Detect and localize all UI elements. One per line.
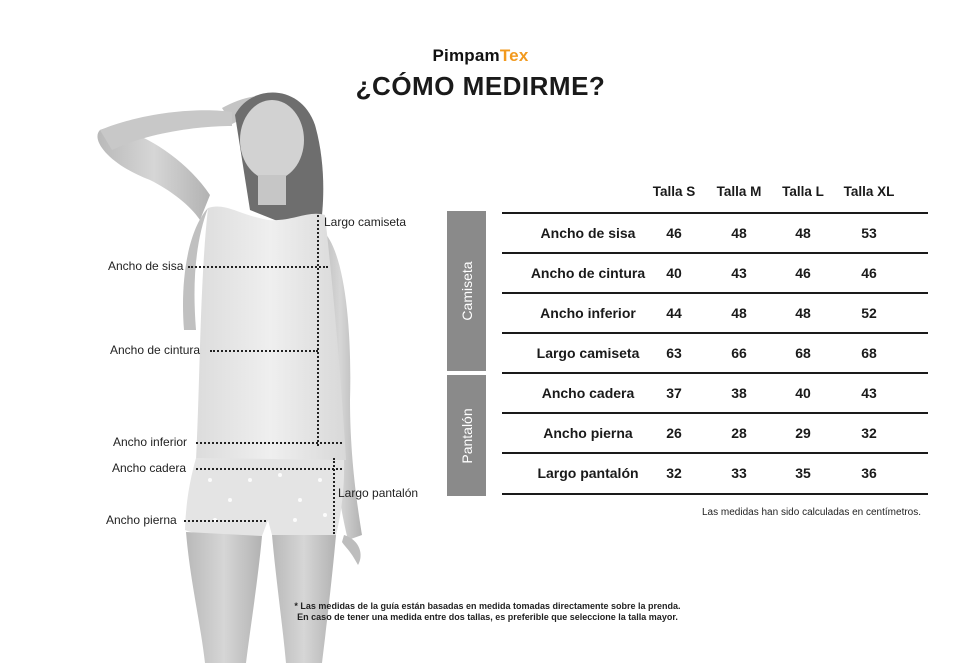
- brand-name-part1: Pimpam: [432, 46, 500, 65]
- table-row: [502, 293, 928, 333]
- cell-xl: 52: [861, 305, 877, 321]
- largo-camiseta-line: [317, 215, 319, 446]
- label-largo-camiseta: Largo camiseta: [324, 215, 407, 229]
- col-header-l: Talla L: [782, 184, 824, 199]
- footnote-line-1: * Las medidas de la guía están basadas en medida tomadas directamente sobre la prenda.: [294, 601, 681, 611]
- cell-m: 48: [731, 225, 747, 241]
- model-photo: [0, 80, 440, 663]
- row-label: Ancho cadera: [541, 385, 635, 401]
- cell-xl: 36: [861, 465, 877, 481]
- cell-s: 44: [666, 305, 682, 321]
- row-label: Ancho de sisa: [540, 225, 636, 241]
- footnote-line-2: En caso de tener una medida entre dos tallas, es preferible que seleccione la talla mayor.: [297, 612, 678, 622]
- label-ancho-inferior: Ancho inferior: [113, 435, 188, 449]
- row-label: Ancho inferior: [540, 305, 636, 321]
- cell-xl: 43: [861, 385, 877, 401]
- ancho-pierna-line: [184, 520, 266, 522]
- cell-m: 48: [731, 305, 747, 321]
- group-pantalon-label: Pantalón: [458, 407, 475, 464]
- label-ancho-sisa: Ancho de sisa: [108, 259, 184, 273]
- cell-s: 32: [666, 465, 682, 481]
- cell-m: 33: [731, 465, 747, 481]
- cell-xl: 68: [861, 345, 877, 361]
- table-row: [502, 373, 928, 413]
- group-camiseta-label: Camiseta: [458, 261, 475, 321]
- label-ancho-pierna: Ancho pierna: [106, 513, 177, 527]
- cell-l: 48: [795, 305, 811, 321]
- col-header-xl: Talla XL: [843, 184, 895, 199]
- cell-s: 46: [666, 225, 682, 241]
- group-camiseta: [447, 211, 486, 371]
- cell-m: 38: [731, 385, 747, 401]
- page-title: ¿CÓMO MEDIRME?: [355, 71, 606, 101]
- col-header-s: Talla S: [652, 184, 696, 199]
- row-label: Largo pantalón: [537, 465, 639, 481]
- brand-logo: [0, 46, 961, 66]
- table-line: [502, 493, 928, 495]
- label-largo-pantalon: Largo pantalón: [338, 486, 419, 500]
- group-pantalon: [447, 375, 486, 496]
- cell-xl: 46: [861, 265, 877, 281]
- cell-xl: 53: [861, 225, 877, 241]
- cell-s: 26: [666, 425, 682, 441]
- units-note: Las medidas han sido calculadas en centímetros.: [702, 507, 922, 518]
- table-row: [502, 253, 928, 293]
- ancho-sisa-line: [188, 266, 328, 268]
- cell-s: 63: [666, 345, 682, 361]
- cell-xl: 32: [861, 425, 877, 441]
- table-row: [502, 413, 928, 453]
- ancho-inferior-line: [196, 442, 342, 444]
- cell-l: 29: [795, 425, 811, 441]
- cell-l: 68: [795, 345, 811, 361]
- cell-m: 43: [731, 265, 747, 281]
- cell-l: 40: [795, 385, 811, 401]
- label-ancho-cintura: Ancho de cintura: [110, 343, 201, 357]
- cell-l: 48: [795, 225, 811, 241]
- label-ancho-cadera: Ancho cadera: [112, 461, 187, 475]
- cell-m: 66: [731, 345, 747, 361]
- cell-s: 40: [666, 265, 682, 281]
- col-header-m: Talla M: [716, 184, 762, 199]
- cell-s: 37: [666, 385, 682, 401]
- ancho-cadera-line: [196, 468, 342, 470]
- footnote: [260, 601, 715, 623]
- ancho-cintura-line: [210, 350, 318, 352]
- row-label: Ancho pierna: [543, 425, 633, 441]
- cell-l: 35: [795, 465, 811, 481]
- brand-name-part2: Tex: [499, 46, 529, 65]
- table-row: [502, 333, 928, 373]
- cell-m: 28: [731, 425, 747, 441]
- row-label: Ancho de cintura: [530, 265, 646, 281]
- table-row: [502, 213, 928, 253]
- row-label: Largo camiseta: [536, 345, 640, 361]
- table-row: [502, 453, 928, 493]
- cell-l: 46: [795, 265, 811, 281]
